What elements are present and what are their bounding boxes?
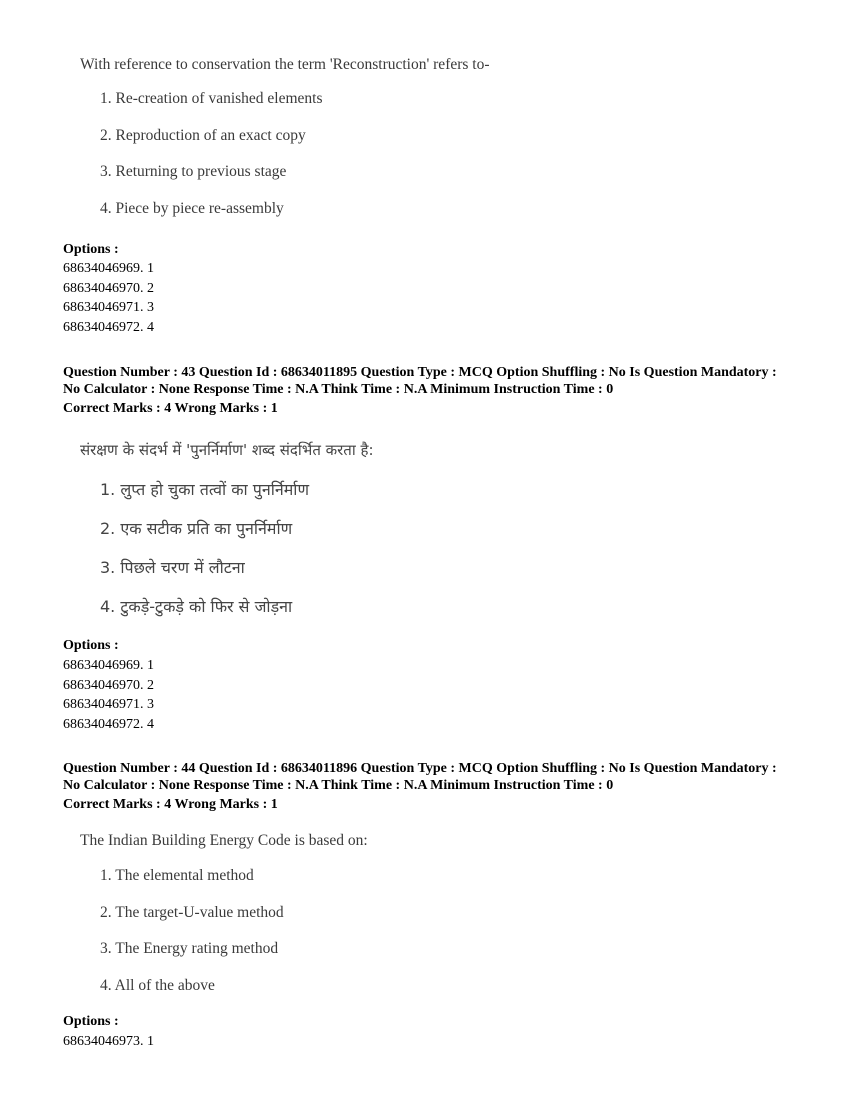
question-meta-43 [63,365,803,398]
choice-item: 1. Re-creation of vanished elements [100,90,323,107]
options-heading: Options : [63,1014,119,1029]
meta-line: No Calculator : None Response Time : N.A Think Time : N.A Minimum Instruction Time : 0 [63,777,614,793]
option-id-list [63,656,154,735]
choice-item: 2. एक सटीक प्रति का पुनर्निर्माण [100,519,293,538]
options-heading: Options : [63,638,119,653]
question-stem: संरक्षण के संदर्भ में 'पुनर्निर्माण' शब्द संदर्भित करता है: [80,441,374,459]
question-stem: The Indian Building Energy Code is based on: [80,832,368,849]
option-id: 68634046972. 4 [63,717,154,733]
option-id: 68634046969. 1 [63,261,154,276]
choice-list [80,90,490,236]
marks-line: Correct Marks : 4 Wrong Marks : 1 [63,797,278,812]
question-image-reconstruction-hi [80,440,374,634]
choice-item: 3. The Energy rating method [100,940,279,957]
choice-item: 4. All of the above [100,976,215,994]
choice-item: 4. Piece by piece re-assembly [100,199,284,217]
meta-line: Question Number : 44 Question Id : 68634011896 Question Type : MCQ Option Shuffling : No Is Question Mandatory : [63,761,777,776]
question-image-energy-code [80,832,368,1013]
marks-line: Correct Marks : 4 Wrong Marks : 1 [63,401,278,416]
question-stem: With reference to conservation the term 'Reconstruction' refers to- [80,56,490,73]
option-id: 68634046972. 4 [63,320,154,336]
meta-line: Question Number : 43 Question Id : 68634011895 Question Type : MCQ Option Shuffling : No Is Question Mandatory : [63,365,777,380]
option-id: 68634046971. 3 [63,300,154,316]
option-id-list [63,259,154,338]
question-meta-44 [63,761,803,794]
choice-item: 2. The target-U-value method [100,903,284,921]
option-id: 68634046970. 2 [63,677,154,693]
option-id: 68634046970. 2 [63,280,154,296]
choice-item: 1. The elemental method [100,867,254,884]
option-id: 68634046973. 1 [63,1034,154,1049]
choice-item: 3. Returning to previous stage [100,163,287,180]
option-id-list [63,1032,154,1052]
question-image-reconstruction-en [80,56,490,236]
option-id: 68634046971. 3 [63,697,154,713]
choice-item: 3. पिछले चरण में लौटना [100,558,245,577]
choice-item: 1. लुप्त हो चुका तत्वों का पुनर्निर्माण [100,480,310,499]
choice-list [80,478,374,634]
choice-list [80,867,368,1013]
choice-item: 2. Reproduction of an exact copy [100,126,306,144]
option-id: 68634046969. 1 [63,658,154,673]
meta-line: No Calculator : None Response Time : N.A Think Time : N.A Minimum Instruction Time : 0 [63,381,614,397]
options-heading: Options : [63,242,119,257]
choice-item: 4. टुकड़े-टुकड़े को फिर से जोड़ना [100,597,293,616]
